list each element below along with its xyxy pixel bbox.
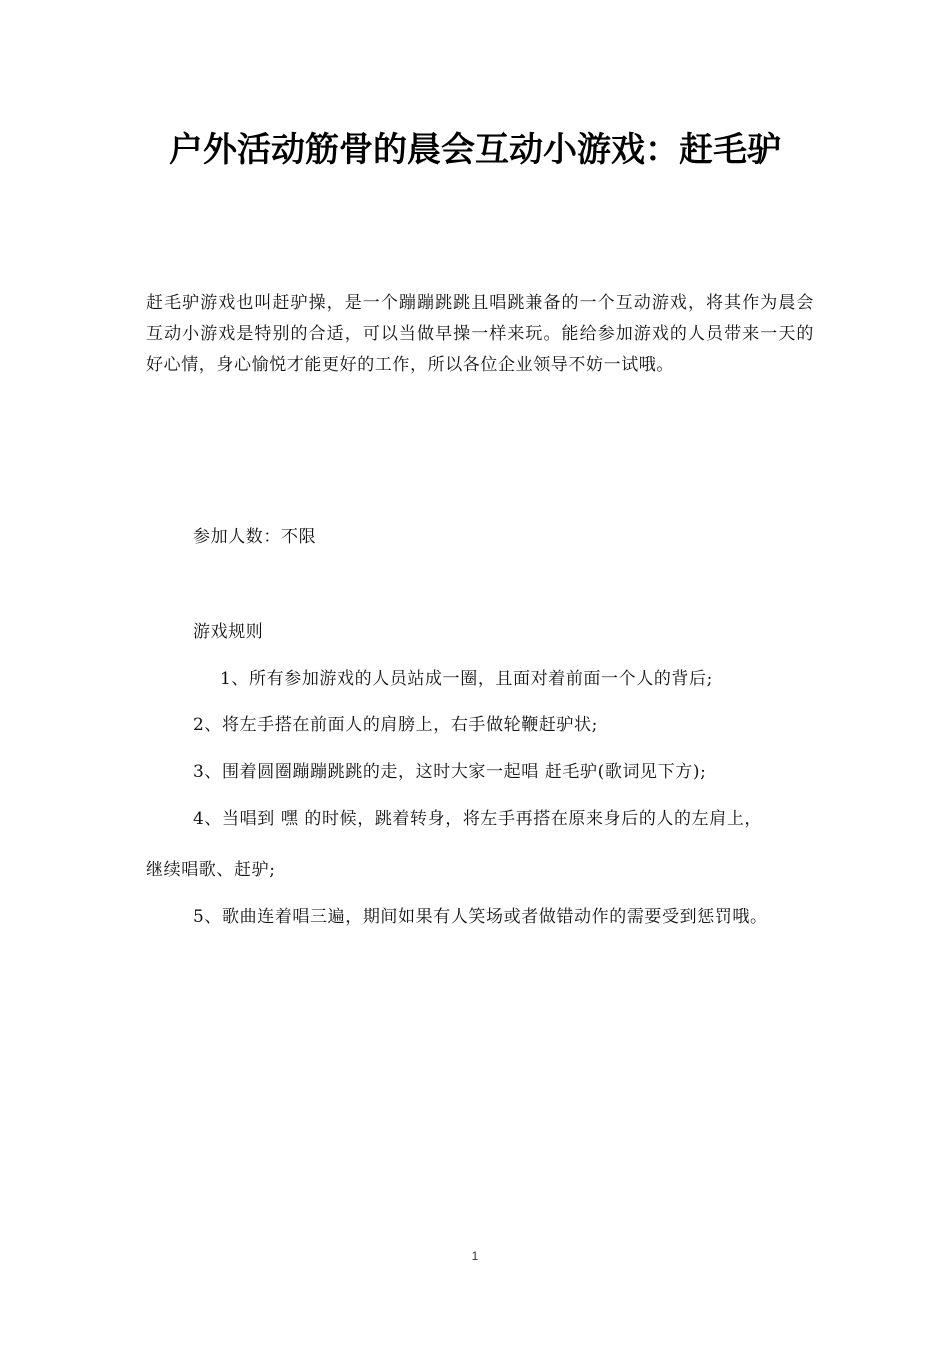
intro-paragraph: 赶毛驴游戏也叫赶驴操，是一个蹦蹦跳跳且唱跳兼备的一个互动游戏，将其作为晨会互动小游戏是特别的合适，可以当做早操一样来玩。能给参加游戏的人员带来一天的好心情，身心愉悦才能更好的工作，所以各位企业领导不妨一试哦。 bbox=[146, 293, 814, 375]
document-title: 户外活动筋骨的晨会互动小游戏：赶毛驴 bbox=[169, 130, 781, 170]
rule-item-1: 1、所有参加游戏的人员站成一圈，且面对着前面一个人的背后; bbox=[220, 669, 713, 689]
page-number: 1 bbox=[471, 1249, 479, 1263]
rule-item-5: 5、歌曲连着唱三遍，期间如果有人笑场或者做错动作的需要受到惩罚哦。 bbox=[193, 907, 768, 927]
rules-heading: 游戏规则 bbox=[193, 622, 264, 642]
participants-line: 参加人数：不限 bbox=[193, 527, 317, 547]
rule-item-3: 3、围着圆圈蹦蹦跳跳的走，这时大家一起唱 赶毛驴(歌词见下方); bbox=[193, 762, 707, 782]
rule-item-4-continued: 继续唱歌、赶驴; bbox=[146, 860, 276, 880]
rule-item-4: 4、当唱到 嘿 的时候，跳着转身，将左手再搭在原来身后的人的左肩上， bbox=[193, 809, 763, 829]
rule-item-2: 2、将左手搭在前面人的肩膀上，右手做轮鞭赶驴状; bbox=[193, 715, 598, 735]
